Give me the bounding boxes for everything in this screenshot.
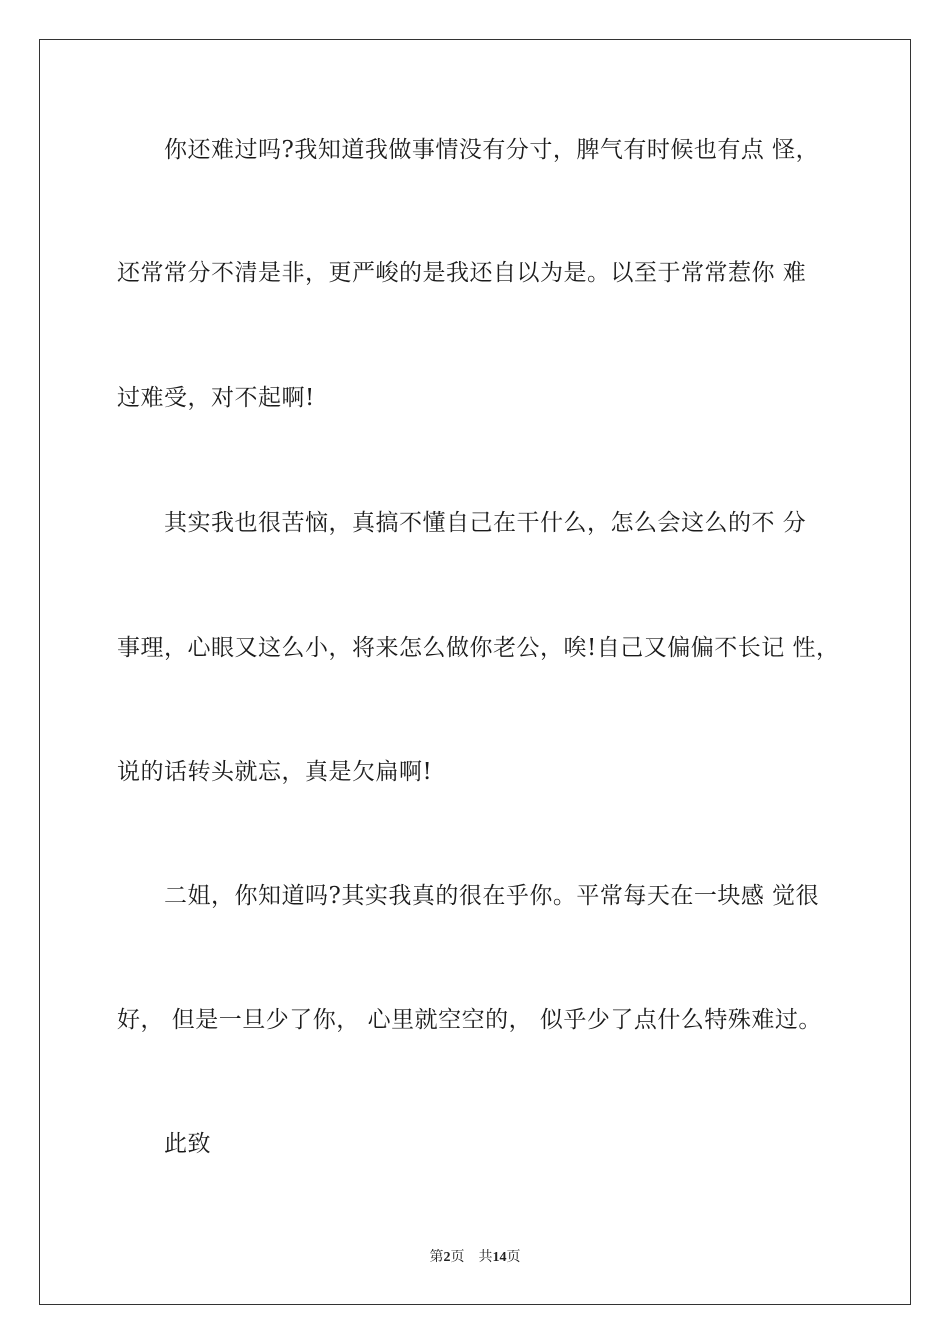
body-line-6: 说的话转头就忘，真是欠扁啊! <box>117 759 433 785</box>
body-line-7: 二姐，你知道吗?其实我真的很在乎你。平常每天在一块感 觉很 <box>164 883 820 909</box>
total-prefix: 共 <box>478 1249 493 1265</box>
page-suffix: 页 <box>450 1249 465 1265</box>
body-line-3: 过难受，对不起啊! <box>117 385 315 411</box>
total-suffix: 页 <box>506 1249 521 1265</box>
body-line-1: 你还难过吗?我知道我做事情没有分寸，脾气有时候也有点 怪， <box>164 137 820 163</box>
page-border <box>39 39 911 1305</box>
page-footer <box>0 1247 950 1268</box>
total-pages: 14 <box>492 1250 507 1265</box>
page-number: 2 <box>443 1250 451 1265</box>
body-line-4: 其实我也很苦恼，真搞不懂自己在干什么，怎么会这么的不 分 <box>164 510 807 536</box>
page-prefix: 第 <box>429 1249 444 1265</box>
body-line-8: 好， 但是一旦少了你， 心里就空空的， 似乎少了点什么特殊难过。 <box>117 1007 822 1033</box>
body-line-2: 还常常分不清是非，更严峻的是我还自以为是。以至于常常惹你 难 <box>117 260 807 286</box>
closing-line: 此致 <box>164 1131 211 1157</box>
body-line-5: 事理，心眼又这么小，将来怎么做你老公，唉!自己又偏偏不长记 性， <box>117 635 840 661</box>
